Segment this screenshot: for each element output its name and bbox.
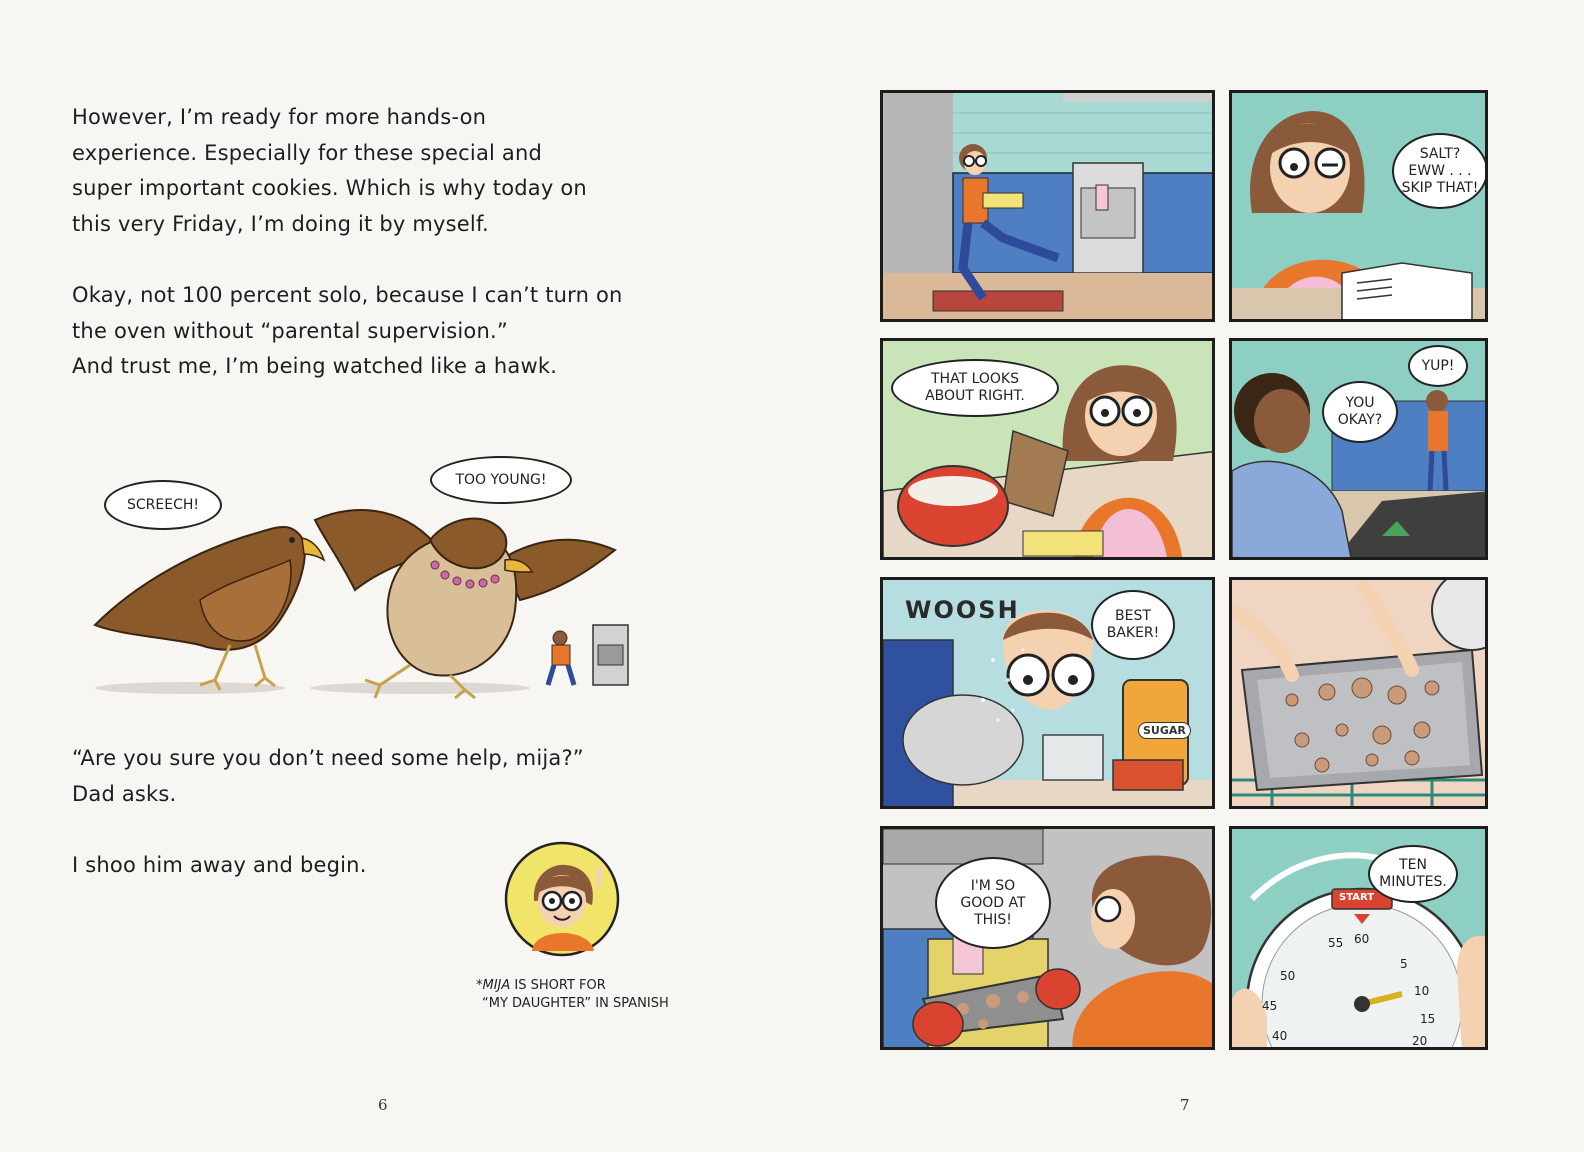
narration-paragraph-1: [72, 100, 587, 242]
timer-tick-label: 5: [1400, 957, 1408, 971]
speech-bubble-too-young: TOO YOUNG!: [430, 456, 572, 504]
sugar-jar-label: SUGAR: [1138, 722, 1191, 739]
narration-line: Okay, not 100 percent solo, because I can’t turn on: [72, 283, 623, 307]
timer-tick-label: 10: [1414, 984, 1430, 998]
timer-tick-label: 20: [1412, 1034, 1428, 1048]
narration-line: “Are you sure you don’t need some help, mija?”: [72, 746, 584, 770]
comic-panel-7: [880, 826, 1215, 1050]
comic-panel-1: [880, 90, 1215, 322]
narration-paragraph-3: [72, 741, 584, 812]
narration-line: And trust me, I’m being watched like a hawk.: [72, 354, 558, 378]
sound-effect-woosh: WOOSH: [905, 596, 1020, 624]
comic-panel-2: [1229, 90, 1488, 322]
speech-bubble-you-okay: YOU OKAY?: [1322, 381, 1398, 443]
narration-line: I shoo him away and begin.: [72, 853, 367, 877]
comic-panel-6: [1229, 577, 1488, 809]
speech-bubble-so-good: I'M SO GOOD AT THIS!: [935, 857, 1051, 949]
comic-panel-5: [880, 577, 1215, 809]
timer-tick-label: 55: [1328, 936, 1344, 950]
speech-bubble-yup: YUP!: [1408, 345, 1468, 387]
narration-paragraph-4: [72, 848, 367, 884]
narration-line: this very Friday, I’m doing it by myself.: [72, 211, 489, 236]
speech-bubble-screech: SCREECH!: [104, 480, 222, 530]
comic-panel-8: [1229, 826, 1488, 1050]
comic-panel-4: [1229, 338, 1488, 560]
timer-start-label: START: [1339, 892, 1375, 903]
narration-paragraph-2: [72, 278, 623, 385]
narration-line: super important cookies. Which is why today on: [72, 176, 587, 200]
narration-line: Dad asks.: [72, 781, 177, 806]
girl-portrait-circle: [504, 841, 620, 957]
timer-tick-label: 45: [1262, 999, 1278, 1013]
footnote: *MIJA IS SHORT FOR “MY DAUGHTER” IN SPANISH: [476, 978, 669, 1011]
speech-bubble-ten-minutes: TEN MINUTES.: [1368, 845, 1458, 903]
timer-tick-label: 60: [1354, 932, 1370, 946]
timer-tick-label: 40: [1272, 1029, 1288, 1043]
speech-bubble-salt: SALT? EWW . . . SKIP THAT!: [1392, 133, 1488, 209]
speech-bubble-looks-right: THAT LOOKS ABOUT RIGHT.: [891, 359, 1059, 417]
right-page: [792, 0, 1584, 1152]
timer-tick-label: 50: [1280, 969, 1296, 983]
page-number-left: 6: [378, 1096, 388, 1114]
footnote-term: MIJA: [482, 978, 511, 993]
narration-line: the oven without “parental supervision.”: [72, 318, 508, 343]
comic-panel-3: [880, 338, 1215, 560]
footnote-line2: “MY DAUGHTER” IN SPANISH: [482, 996, 669, 1011]
speech-bubble-best-baker: BEST BAKER!: [1091, 590, 1175, 660]
timer-tick-label: 15: [1420, 1012, 1436, 1026]
narration-line: However, I’m ready for more hands-on: [72, 105, 487, 129]
narration-line: experience. Especially for these special and: [72, 140, 543, 165]
footnote-line1: IS SHORT FOR: [510, 978, 606, 993]
page-number-right: 7: [1180, 1096, 1190, 1114]
